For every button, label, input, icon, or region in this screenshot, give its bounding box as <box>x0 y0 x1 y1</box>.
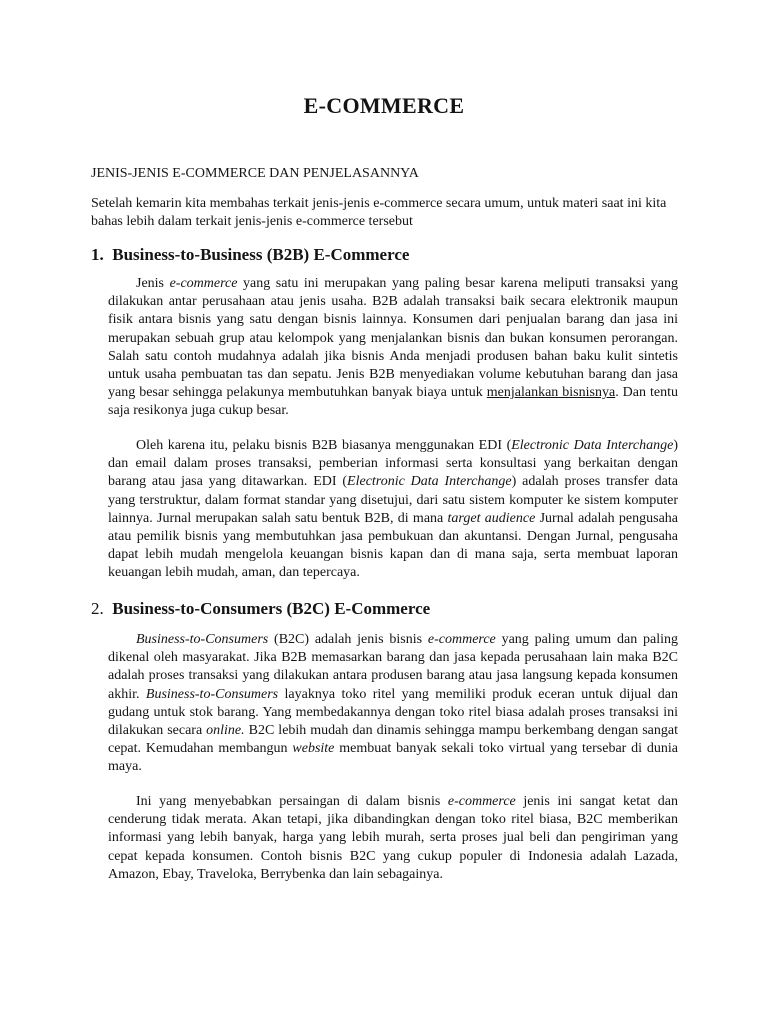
text-run: yang paling umum dan paling dikenal oleh masyarakat. Jika B2B memasarkan barang dan jasa kepada perusahaan lain maka B2C adalah proses transaksi yang dilakukan antara produsen barang atau jasa langsung kepada konsumen akhir. <box>108 632 678 702</box>
b2b-paragraph-2 <box>108 437 678 583</box>
text-run: B2C lebih mudah dan dinamis sehingga mampu berkembang dengan sangat cepat. Kemudahan membangun <box>108 723 678 757</box>
text-run: Ini yang menyebabkan persaingan di dalam bisnis <box>136 794 448 809</box>
italic-term: website <box>292 741 335 757</box>
section-heading-text: Business-to-Business (B2B) E-Commerce <box>112 245 410 264</box>
intro-paragraph: Setelah kemarin kita membahas terkait jenis-jenis e-commerce secara umum, untuk materi saat ini kita bahas lebih dalam terkait jenis-jenis e-commerce tersebut <box>91 196 667 229</box>
italic-term: e-commerce <box>169 276 238 291</box>
section-heading-text: Business-to-Consumers (B2C) E-Commerce <box>112 599 431 618</box>
text-run: layaknya toko ritel yang memiliki produk eceran untuk dijual dan gudang untuk stok barang. Yang membedakannya dengan toko ritel biasa adalah proses transaksi ini dilakukan secara <box>108 686 678 739</box>
text-run: Oleh karena itu, pelaku bisnis B2B biasanya menggunakan EDI ( <box>136 438 512 453</box>
section-number: 1. <box>91 245 104 264</box>
section-number: 2. <box>91 599 104 618</box>
text-run: membuat banyak sekali toko virtual yang tersebar di dunia maya. <box>108 741 679 775</box>
document-title: E-COMMERCE <box>303 93 465 118</box>
italic-term: Business-to-Consumers <box>145 686 279 702</box>
italic-term: e-commerce <box>447 794 516 809</box>
text-run: (B2C) adalah jenis bisnis <box>268 632 428 647</box>
italic-term: e-commerce <box>427 632 496 647</box>
italic-term: Electronic Data Interchange <box>347 474 512 490</box>
document-subtitle: JENIS-JENIS E-COMMERCE DAN PENJELASANNYA <box>91 166 419 181</box>
text-run: jenis ini sangat ketat dan cenderung tidak merata. Akan tetapi, jika dibandingkan dengan toko ritel biasa, B2C memberikan informasi yang lebih banyak, harga yang lebih murah, serta proses jual beli dan pengiriman yang cepat kepada konsumen. Contoh bisnis B2C yang cukup populer di Indonesia adalah Lazada, Amazon, Ebay, Traveloka, Berrybenka dan lain sebagainya. <box>108 794 678 882</box>
b2c-paragraph-2 <box>108 793 678 884</box>
text-run: . Dan tentu saja resikonya juga cukup besar. <box>108 385 678 419</box>
text-run: Jurnal adalah pengusaha atau pemilik bisnis yang membutuhkan jasa pembukuan dan akuntansi. Dengan Jurnal, pengusaha dapat lebih mudah mengelola keuangan bisnis kapan dan di mana saja, serta membuat laporan keuangan lebih mudah, aman, dan tepercaya. <box>108 510 679 581</box>
italic-term: Electronic Data Interchange <box>511 438 674 453</box>
section-heading-b2c <box>91 598 430 620</box>
italic-term: online. <box>206 723 245 739</box>
text-run: ) adalah proses transfer data yang terstruktur, dalam format standar yang disetujui, dari satu sistem komputer ke sistem komputer lainnya. Jurnal merupakan salah satu bentuk B2B, di mana <box>108 474 678 526</box>
b2c-paragraph-1 <box>108 631 678 777</box>
b2b-paragraph-1 <box>108 275 678 421</box>
underlined-link-text[interactable]: menjalankan bisnisnya <box>486 385 616 401</box>
italic-term: target audience <box>447 510 536 526</box>
section-heading-b2b <box>91 244 409 266</box>
text-run: Jenis <box>136 276 170 291</box>
text-run: ) dan email dalam proses transaksi, pemberian informasi serta konsultasi yang berkaitan dengan barang atau jasa yang ditawarkan. EDI ( <box>108 438 678 490</box>
text-run: yang satu ini merupakan yang paling besar karena meliputi transaksi yang dilakukan antar perusahaan atau jenis usaha. B2B adalah transaksi baik secara elektronik maupun fisik antara bisnis yang satu dengan bisnis lainnya. Konsumen dari penjualan barang dan jasa ini merupakan sebuah grup atau kelompok yang menjalankan bisnis dan bukan konsumen perorangan. Salah satu contoh mudahnya adalah jika bisnis Anda menjadi produsen bahan baku kulit sintetis untuk usaha pembuatan tas dan sepatu. Jenis B2B menyediakan volume kebutuhan barang dan jasa yang besar sehingga pelakunya membutuhkan banyak biaya untuk <box>108 276 678 401</box>
italic-term: Business-to-Consumers <box>136 632 269 647</box>
